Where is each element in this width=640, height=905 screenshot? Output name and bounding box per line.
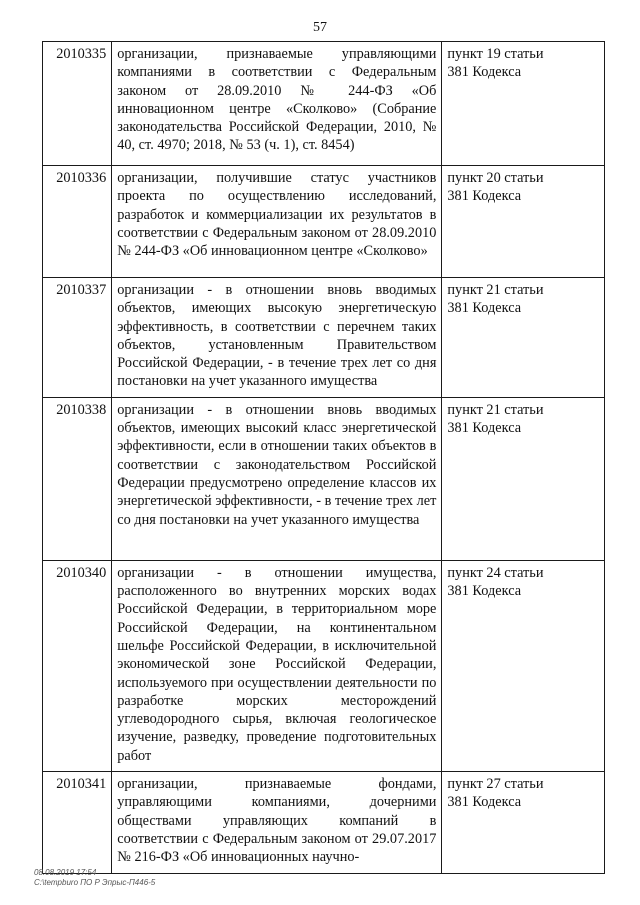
row-code: 2010336	[43, 166, 112, 278]
reference-line: 381 Кодекса	[447, 794, 522, 811]
row-reference	[442, 560, 605, 771]
row-code: 2010335	[43, 42, 112, 166]
reference-line: пункт 20 статьи	[447, 170, 544, 186]
reference-line: 381 Кодекса	[447, 420, 522, 437]
row-reference	[442, 166, 605, 278]
page-number: 57	[313, 20, 327, 35]
row-reference	[442, 278, 605, 398]
row-code: 2010341	[43, 772, 112, 873]
row-description: организации - в отношении имущества, расположенного во внутренних морских водах Российской Федерации, в территориальном море Российской Федерации, на континентальном шельфе Российской Федерации, в исключительной экономической зоне Российской Федерации, используемого при осуществлении деятельности по разработке морских месторождений углеводородного сырья, включая геологическое изучение, разведку, проведение подготовительных работ	[112, 560, 442, 771]
document-footer	[34, 868, 155, 888]
table-row	[43, 278, 605, 398]
table-row	[43, 42, 605, 166]
reference-line: 381 Кодекса	[447, 64, 522, 81]
row-description: организации - в отношении вновь вводимых объектов, имеющих высокую энергетическую эффективность, в соответствии с перечнем таких объектов, установленным Правительством Российской Федерации, - в течение трех лет со дня постановки на учет указанного имущества	[112, 278, 442, 398]
row-description: организации, признаваемые фондами, управляющими компаниями, дочерними обществами управляющих компаний в соответствии с Федеральным законом от 29.07.2017 № 216-ФЗ «Об инновационных научно-	[112, 772, 442, 873]
reference-line: 381 Кодекса	[447, 300, 522, 317]
row-description: организации - в отношении вновь вводимых объектов, имеющих высокий класс энергетической эффективности, если в отношении таких объектов в соответствии с законодательством Российской Федерации предусмотрено определение классов их энергетической эффективности, - в течение трех лет со дня постановки на учет указанного имущества	[112, 397, 442, 560]
footer-file-path: C:\tempburo ПО Р Эпрыс-П446-5	[34, 878, 156, 887]
table-row	[43, 166, 605, 278]
reference-line: 381 Кодекса	[447, 583, 522, 600]
footer-timestamp: 08.08.2019 17:54	[34, 868, 97, 877]
row-code: 2010340	[43, 560, 112, 771]
row-reference	[442, 397, 605, 560]
reference-line: 381 Кодекса	[447, 188, 522, 205]
table-row	[43, 560, 605, 771]
reference-line: пункт 19 статьи	[447, 46, 544, 62]
row-reference	[442, 42, 605, 166]
reference-line: пункт 27 статьи	[447, 776, 544, 793]
reference-line: пункт 21 статьи	[447, 401, 544, 418]
reference-line: пункт 21 статьи	[447, 282, 544, 298]
reference-line: пункт 24 статьи	[447, 564, 544, 581]
row-code: 2010338	[43, 397, 112, 560]
row-code: 2010337	[43, 278, 112, 398]
row-reference	[442, 772, 605, 873]
table-row	[43, 772, 605, 873]
table-row	[43, 397, 605, 560]
row-description: организации, получившие статус участников проекта по осуществлению исследований, разработок и коммерциализации их результатов в соответствии с Федеральным законом от 28.09.2010 № 244-ФЗ «Об инновационном центре «Сколково»	[112, 166, 442, 278]
row-description: организации, признаваемые управляющими компаниями в соответствии с Федеральным законом от 28.09.2010 № 244-ФЗ «Об инновационном центре «Сколково» (Собрание законодательства Российской Федерации, 2010, № 40, ст. 4970; 2018, № 53 (ч. 1), ст. 8454)	[112, 42, 442, 166]
codes-table	[42, 41, 605, 874]
